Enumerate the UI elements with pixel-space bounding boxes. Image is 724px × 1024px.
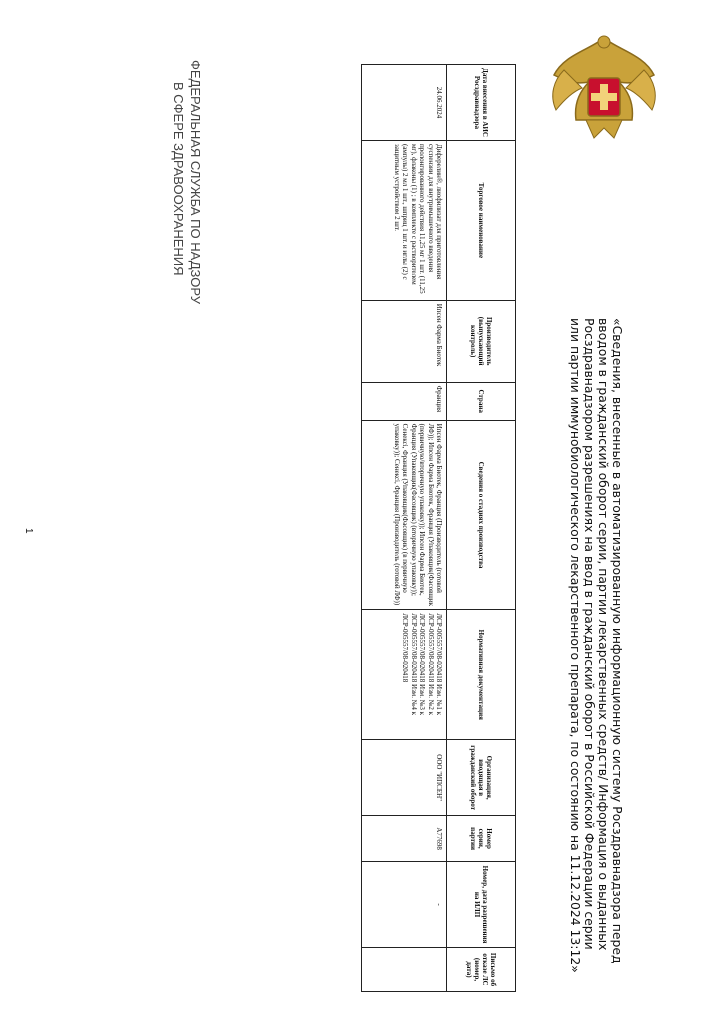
col-header-date: Дата внесения в АИС Росздравнадзора bbox=[447, 65, 516, 141]
cell-permit: - bbox=[362, 862, 447, 948]
col-header-batch: Номер серии, партии bbox=[447, 816, 516, 862]
cell-organization: ООО "ИПСЕН" bbox=[362, 740, 447, 816]
cell-stages: Ипсен Фарма Биотек, Франция (Производитель (готовой ЛФ)); Ипсен Фарма Биотек, Франция (Упаковщик(Фасовщик (первичную/вторичную упаковку)); Ипсен Фарма Биотек, Франция (Упаковщик(Фасовщик) (вторичную упаковку)); Сенексi, Франция (Упаковщик(Фасовщик) (в первичную упаковку)); Сенексi, Франция (Производитель (готовой ЛФ)) bbox=[362, 420, 447, 610]
col-header-country: Страна bbox=[447, 382, 516, 420]
table-row bbox=[362, 65, 447, 992]
cell-batch: A77698 bbox=[362, 816, 447, 862]
agency-name-line2: В СФЕРЕ ЗДРАВООХРАНЕНИЯ bbox=[171, 82, 186, 276]
agency-emblem-logo bbox=[534, 20, 674, 160]
cell-trade-name: Диферелин®, лиофилизат для приготовления суспензии для внутримышечного введения пролонгированного действия 11,25 мг 1 шт. (11,25 мг), флаконы (1) ; в комплекте с растворителем (ампулы) 2 мл 1 шт., шприц 1 шт. и иглы (2) с защитным устройством 2 шт. bbox=[362, 140, 447, 300]
cell-date: 24.06.2024 bbox=[362, 65, 447, 141]
col-header-trade-name: Торговое наименование bbox=[447, 140, 516, 300]
table-header-row bbox=[447, 65, 516, 992]
cell-documentation: ЛСР-005557/08-020418 Изм. №1 к ЛСР-005557/08-020418 Изм. №2 к ЛСР-005557/08-020418 Изм. №3 к ЛСР-005557/08-020418 Изм. №4 к ЛСР-005557/08-020418 bbox=[362, 610, 447, 740]
col-header-manufacturer: Производитель (выпускающий контроль) bbox=[447, 300, 516, 382]
page-number: 1 bbox=[23, 528, 34, 534]
cell-manufacturer: Ипсен Фарма Биотек bbox=[362, 300, 447, 382]
col-header-refusal: Письмо об отказе ЛС (номер, дата) bbox=[447, 947, 516, 991]
col-header-documentation: Нормативная документация bbox=[447, 610, 516, 740]
col-header-stages: Сведения о стадиях производства bbox=[447, 420, 516, 610]
cell-refusal bbox=[362, 947, 447, 991]
cell-country: Франция bbox=[362, 382, 447, 420]
registry-table bbox=[361, 64, 516, 992]
document-heading: «Сведения, внесенные в автоматизированную информационную систему Росздравнадзора перед вводом в гражданский оборот серии, партии лекарственных средств/ Информация о выданных Росздравнадзором разрешениях на ввод в гражданский оборот в Российской Федерации серии или партии иммунобиологического лекарственного препарата, по состоянию на 11.12.2024 13:12» bbox=[568, 318, 625, 973]
col-header-organization: Организация, вводящая в гражданский оборот bbox=[447, 740, 516, 816]
agency-name-line1: ФЕДЕРАЛЬНАЯ СЛУЖБА ПО НАДЗОРУ bbox=[188, 60, 203, 305]
col-header-permit: Номер, дата разрешения на ИЛП bbox=[447, 862, 516, 948]
agency-name bbox=[170, 60, 204, 320]
